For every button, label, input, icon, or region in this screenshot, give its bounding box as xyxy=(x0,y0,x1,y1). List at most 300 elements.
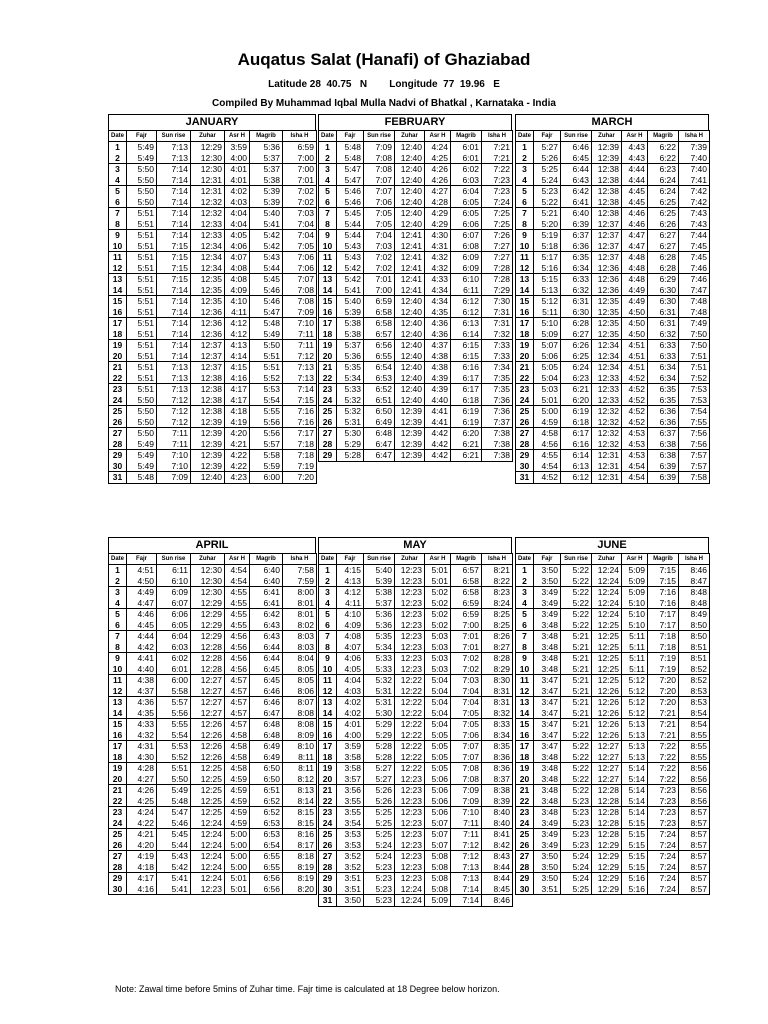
time-cell: 12:24 xyxy=(592,565,622,576)
time-cell: 5:50 xyxy=(250,340,283,351)
date-cell: 12 xyxy=(516,263,534,274)
time-cell: 5:12 xyxy=(534,296,561,307)
time-cell: 6:03 xyxy=(451,175,482,186)
date-cell: 25 xyxy=(109,829,127,840)
time-cell: 12:24 xyxy=(592,609,622,620)
time-cell: 7:24 xyxy=(648,884,679,895)
time-cell: 12:28 xyxy=(592,829,622,840)
time-cell: 12:23 xyxy=(395,840,425,851)
time-cell: 12:25 xyxy=(592,675,622,686)
time-cell: 7:27 xyxy=(482,241,513,252)
time-cell: 7:05 xyxy=(451,708,482,719)
time-cell: 5:51 xyxy=(127,329,157,340)
time-cell: 5:48 xyxy=(127,472,157,484)
table-row xyxy=(109,285,317,296)
date-cell: 31 xyxy=(109,472,127,484)
table-row xyxy=(516,329,710,340)
table-row xyxy=(109,461,317,472)
time-cell: 5:57 xyxy=(250,439,283,450)
time-cell: 8:32 xyxy=(482,708,513,719)
time-cell: 5:23 xyxy=(561,840,592,851)
time-cell: 5:22 xyxy=(561,774,592,785)
date-cell: 12 xyxy=(319,263,337,274)
time-cell: 12:23 xyxy=(395,587,425,598)
time-cell: 7:02 xyxy=(451,664,482,675)
date-cell: 31 xyxy=(319,895,337,907)
time-cell: 7:13 xyxy=(451,873,482,884)
time-cell: 7:37 xyxy=(482,417,513,428)
date-cell: 15 xyxy=(319,719,337,730)
time-cell: 6:05 xyxy=(157,620,191,631)
time-cell: 5:41 xyxy=(337,285,364,296)
date-cell: 22 xyxy=(319,796,337,807)
date-cell: 23 xyxy=(109,384,127,395)
time-cell: 5:07 xyxy=(425,840,451,851)
time-cell: 5:58 xyxy=(250,450,283,461)
time-cell: 12:38 xyxy=(592,197,622,208)
time-cell: 7:14 xyxy=(157,296,191,307)
time-cell: 5:51 xyxy=(127,285,157,296)
column-header: Fajr xyxy=(337,131,364,142)
time-cell: 8:05 xyxy=(283,675,317,686)
date-cell: 5 xyxy=(516,186,534,197)
time-cell: 7:21 xyxy=(482,153,513,164)
time-cell: 5:49 xyxy=(127,439,157,450)
time-cell: 4:46 xyxy=(622,208,648,219)
time-cell: 3:48 xyxy=(534,763,561,774)
column-header-row xyxy=(516,554,710,565)
date-cell: 13 xyxy=(109,697,127,708)
time-cell: 4:52 xyxy=(622,417,648,428)
time-cell: 5:49 xyxy=(157,785,191,796)
time-cell: 4:56 xyxy=(534,439,561,450)
time-cell: 7:07 xyxy=(283,274,317,285)
time-cell: 7:40 xyxy=(679,164,710,175)
column-header: Date xyxy=(109,554,127,565)
time-cell: 4:38 xyxy=(425,351,451,362)
time-cell: 4:07 xyxy=(337,642,364,653)
time-cell: 6:10 xyxy=(157,576,191,587)
time-cell: 5:37 xyxy=(364,598,395,609)
time-cell: 4:58 xyxy=(225,763,250,774)
time-cell: 6:24 xyxy=(561,362,592,373)
time-cell: 4:19 xyxy=(127,851,157,862)
time-cell: 8:03 xyxy=(283,642,317,653)
time-cell: 5:54 xyxy=(157,730,191,741)
time-cell: 8:14 xyxy=(283,796,317,807)
time-cell: 6:40 xyxy=(561,208,592,219)
time-cell: 5:01 xyxy=(225,873,250,884)
date-cell: 30 xyxy=(109,884,127,895)
time-cell: 3:47 xyxy=(534,730,561,741)
time-cell: 5:34 xyxy=(364,642,395,653)
time-cell: 6:15 xyxy=(451,340,482,351)
time-cell: 7:53 xyxy=(679,384,710,395)
time-cell: 4:50 xyxy=(622,318,648,329)
time-cell: 5:45 xyxy=(157,829,191,840)
time-cell: 5:24 xyxy=(561,862,592,873)
time-cell: 5:31 xyxy=(337,417,364,428)
time-cell: 5:13 xyxy=(622,719,648,730)
time-cell: 7:58 xyxy=(679,472,710,484)
date-cell: 14 xyxy=(516,285,534,296)
time-cell: 7:23 xyxy=(648,818,679,829)
table-row xyxy=(516,439,710,450)
time-cell: 8:01 xyxy=(283,609,317,620)
time-cell: 3:48 xyxy=(534,796,561,807)
time-cell: 12:39 xyxy=(191,450,225,461)
time-cell: 7:08 xyxy=(283,285,317,296)
time-cell: 8:45 xyxy=(482,884,513,895)
time-cell: 7:12 xyxy=(451,840,482,851)
time-cell: 5:14 xyxy=(622,807,648,818)
date-cell: 21 xyxy=(109,785,127,796)
date-cell: 20 xyxy=(109,351,127,362)
time-cell: 5:07 xyxy=(534,340,561,351)
time-cell: 7:52 xyxy=(679,373,710,384)
time-cell: 12:33 xyxy=(592,395,622,406)
time-cell: 8:51 xyxy=(679,653,710,664)
time-cell: 8:10 xyxy=(283,741,317,752)
time-cell: 7:05 xyxy=(364,208,395,219)
date-cell: 6 xyxy=(109,197,127,208)
time-cell: 6:39 xyxy=(648,472,679,484)
date-cell: 26 xyxy=(109,840,127,851)
table-row xyxy=(319,631,513,642)
time-cell: 6:46 xyxy=(250,686,283,697)
time-cell: 5:50 xyxy=(127,186,157,197)
time-cell: 6:49 xyxy=(250,752,283,763)
time-cell: 4:51 xyxy=(622,362,648,373)
date-cell: 4 xyxy=(516,175,534,186)
date-cell: 25 xyxy=(319,829,337,840)
time-cell: 5:57 xyxy=(157,697,191,708)
time-cell: 8:23 xyxy=(482,587,513,598)
time-cell: 4:04 xyxy=(225,208,250,219)
time-cell: 12:25 xyxy=(191,774,225,785)
date-cell: 23 xyxy=(109,807,127,818)
date-cell: 3 xyxy=(516,164,534,175)
time-cell: 4:58 xyxy=(225,741,250,752)
date-cell: 7 xyxy=(516,208,534,219)
time-cell: 6:12 xyxy=(451,296,482,307)
time-cell: 8:06 xyxy=(283,686,317,697)
time-cell: 12:40 xyxy=(395,153,425,164)
time-cell: 6:01 xyxy=(157,664,191,675)
time-cell: 5:21 xyxy=(561,664,592,675)
time-cell: 5:25 xyxy=(534,164,561,175)
date-cell: 18 xyxy=(516,329,534,340)
time-cell: 3:47 xyxy=(534,697,561,708)
time-cell: 12:26 xyxy=(191,730,225,741)
time-cell: 4:31 xyxy=(127,741,157,752)
time-cell: 8:21 xyxy=(482,565,513,576)
time-cell: 6:21 xyxy=(451,439,482,450)
time-cell: 5:46 xyxy=(157,818,191,829)
time-cell: 12:40 xyxy=(395,197,425,208)
time-cell: 8:57 xyxy=(679,807,710,818)
time-cell: 5:45 xyxy=(250,274,283,285)
time-cell: 7:41 xyxy=(679,175,710,186)
time-cell: 4:47 xyxy=(127,598,157,609)
time-cell: 12:28 xyxy=(592,818,622,829)
date-cell: 28 xyxy=(319,862,337,873)
time-cell: 7:06 xyxy=(283,252,317,263)
time-cell: 6:36 xyxy=(648,406,679,417)
time-cell: 8:05 xyxy=(283,664,317,675)
time-cell: 6:34 xyxy=(561,263,592,274)
date-cell: 24 xyxy=(109,818,127,829)
time-cell: 7:13 xyxy=(157,153,191,164)
time-cell: 7:31 xyxy=(482,307,513,318)
time-cell: 5:09 xyxy=(622,587,648,598)
time-cell: 12:23 xyxy=(395,873,425,884)
time-cell: 4:08 xyxy=(225,274,250,285)
time-cell: 5:42 xyxy=(337,263,364,274)
prayer-times-table xyxy=(108,553,317,895)
time-cell: 4:59 xyxy=(225,818,250,829)
date-cell: 25 xyxy=(319,406,337,417)
time-cell: 7:14 xyxy=(451,884,482,895)
time-cell: 8:48 xyxy=(679,598,710,609)
time-cell: 7:10 xyxy=(157,450,191,461)
time-cell: 7:27 xyxy=(482,252,513,263)
date-cell: 2 xyxy=(319,576,337,587)
time-cell: 4:33 xyxy=(127,719,157,730)
time-cell: 5:23 xyxy=(561,807,592,818)
time-cell: 4:41 xyxy=(425,406,451,417)
table-row xyxy=(109,373,317,384)
time-cell: 6:37 xyxy=(648,428,679,439)
time-cell: 12:23 xyxy=(395,609,425,620)
date-cell: 18 xyxy=(109,752,127,763)
time-cell: 3:48 xyxy=(534,631,561,642)
time-cell: 7:14 xyxy=(157,318,191,329)
time-cell: 7:24 xyxy=(482,197,513,208)
time-cell: 5:21 xyxy=(534,208,561,219)
time-cell: 5:04 xyxy=(425,675,451,686)
column-header: Asr H xyxy=(622,131,648,142)
time-cell: 5:04 xyxy=(425,708,451,719)
time-cell: 6:35 xyxy=(561,252,592,263)
table-row xyxy=(109,730,317,741)
time-cell: 5:05 xyxy=(425,741,451,752)
time-cell: 4:43 xyxy=(622,142,648,153)
date-cell: 30 xyxy=(516,884,534,895)
column-header: Isha H xyxy=(283,131,317,142)
time-cell: 12:39 xyxy=(191,439,225,450)
date-cell: 28 xyxy=(109,439,127,450)
time-cell: 5:00 xyxy=(225,862,250,873)
time-cell: 7:18 xyxy=(648,631,679,642)
time-cell: 12:25 xyxy=(592,631,622,642)
time-cell: 4:44 xyxy=(622,164,648,175)
time-cell: 6:09 xyxy=(451,263,482,274)
date-cell: 10 xyxy=(109,241,127,252)
time-cell: 12:37 xyxy=(592,219,622,230)
time-cell: 12:34 xyxy=(191,252,225,263)
time-cell: 7:06 xyxy=(283,263,317,274)
time-cell: 8:16 xyxy=(283,829,317,840)
date-cell: 19 xyxy=(109,763,127,774)
time-cell: 7:17 xyxy=(283,428,317,439)
time-cell: 12:23 xyxy=(395,642,425,653)
time-cell: 5:00 xyxy=(534,406,561,417)
time-cell: 12:26 xyxy=(191,752,225,763)
table-row xyxy=(516,219,710,230)
date-cell: 12 xyxy=(319,686,337,697)
time-cell: 5:23 xyxy=(561,829,592,840)
time-cell: 5:23 xyxy=(561,796,592,807)
time-cell: 12:25 xyxy=(592,653,622,664)
time-cell: 8:08 xyxy=(283,719,317,730)
table-row xyxy=(516,752,710,763)
date-cell: 22 xyxy=(516,796,534,807)
time-cell: 3:50 xyxy=(534,862,561,873)
time-cell: 12:23 xyxy=(395,862,425,873)
time-cell: 5:22 xyxy=(561,730,592,741)
time-cell: 4:03 xyxy=(225,197,250,208)
date-cell: 11 xyxy=(516,675,534,686)
time-cell: 5:50 xyxy=(157,774,191,785)
table-row xyxy=(516,241,710,252)
time-cell: 4:02 xyxy=(225,186,250,197)
time-cell: 5:44 xyxy=(250,263,283,274)
time-cell: 7:00 xyxy=(364,285,395,296)
time-cell: 7:38 xyxy=(482,439,513,450)
table-row xyxy=(516,686,710,697)
time-cell: 7:20 xyxy=(648,686,679,697)
date-cell: 1 xyxy=(516,142,534,153)
time-cell: 3:59 xyxy=(225,142,250,153)
time-cell: 7:09 xyxy=(364,142,395,153)
month-table-april xyxy=(108,537,316,895)
time-cell: 4:22 xyxy=(225,461,250,472)
time-cell: 4:55 xyxy=(534,450,561,461)
column-header: Magrib xyxy=(250,554,283,565)
date-cell: 20 xyxy=(516,351,534,362)
time-cell: 7:36 xyxy=(482,395,513,406)
table-row xyxy=(109,428,317,439)
date-cell: 10 xyxy=(319,241,337,252)
time-cell: 6:18 xyxy=(561,417,592,428)
time-cell: 5:27 xyxy=(534,142,561,153)
time-cell: 7:07 xyxy=(451,752,482,763)
time-cell: 5:55 xyxy=(250,406,283,417)
time-cell: 7:25 xyxy=(482,219,513,230)
time-cell: 5:03 xyxy=(425,653,451,664)
time-cell: 12:36 xyxy=(592,263,622,274)
table-row xyxy=(516,153,710,164)
time-cell: 7:20 xyxy=(648,697,679,708)
date-cell: 27 xyxy=(109,428,127,439)
time-cell: 6:58 xyxy=(364,307,395,318)
time-cell: 7:07 xyxy=(364,175,395,186)
date-cell: 5 xyxy=(109,186,127,197)
time-cell: 6:02 xyxy=(157,653,191,664)
table-row xyxy=(319,862,513,873)
time-cell: 12:31 xyxy=(592,472,622,484)
table-row xyxy=(319,417,513,428)
date-cell: 12 xyxy=(109,686,127,697)
time-cell: 7:45 xyxy=(679,241,710,252)
time-cell: 6:11 xyxy=(157,565,191,576)
time-cell: 4:56 xyxy=(225,653,250,664)
time-cell: 5:43 xyxy=(337,252,364,263)
time-cell: 12:35 xyxy=(592,296,622,307)
time-cell: 7:01 xyxy=(364,274,395,285)
time-cell: 4:10 xyxy=(337,609,364,620)
date-cell: 6 xyxy=(319,620,337,631)
time-cell: 7:10 xyxy=(283,318,317,329)
time-cell: 12:25 xyxy=(191,763,225,774)
time-cell: 12:41 xyxy=(395,274,425,285)
time-cell: 12:35 xyxy=(191,296,225,307)
time-cell: 7:12 xyxy=(157,406,191,417)
time-cell: 5:52 xyxy=(250,373,283,384)
prayer-times-table xyxy=(515,130,710,484)
date-cell: 6 xyxy=(109,620,127,631)
time-cell: 4:13 xyxy=(225,340,250,351)
time-cell: 7:14 xyxy=(451,895,482,907)
time-cell: 12:39 xyxy=(592,153,622,164)
time-cell: 7:45 xyxy=(679,252,710,263)
time-cell: 4:48 xyxy=(622,274,648,285)
time-cell: 5:37 xyxy=(337,340,364,351)
date-cell: 4 xyxy=(319,598,337,609)
time-cell: 5:37 xyxy=(250,164,283,175)
column-header: Isha H xyxy=(283,554,317,565)
time-cell: 5:12 xyxy=(622,697,648,708)
prayer-times-table xyxy=(515,553,710,895)
time-cell: 12:22 xyxy=(395,719,425,730)
time-cell: 12:36 xyxy=(191,307,225,318)
table-row xyxy=(109,186,317,197)
table-row xyxy=(109,763,317,774)
time-cell: 5:42 xyxy=(157,862,191,873)
time-cell: 7:51 xyxy=(679,362,710,373)
date-cell: 14 xyxy=(109,708,127,719)
date-cell: 7 xyxy=(109,631,127,642)
time-cell: 7:02 xyxy=(283,197,317,208)
date-cell: 9 xyxy=(109,653,127,664)
time-cell: 12:22 xyxy=(395,708,425,719)
time-cell: 4:18 xyxy=(225,406,250,417)
time-cell: 6:11 xyxy=(451,285,482,296)
table-row xyxy=(109,362,317,373)
time-cell: 7:02 xyxy=(364,252,395,263)
date-cell: 18 xyxy=(109,329,127,340)
time-cell: 4:06 xyxy=(225,241,250,252)
month-title: MAY xyxy=(318,537,512,553)
time-cell: 12:34 xyxy=(191,263,225,274)
table-row xyxy=(109,840,317,851)
time-cell: 12:38 xyxy=(592,175,622,186)
date-cell: 1 xyxy=(109,142,127,153)
time-cell: 6:58 xyxy=(451,587,482,598)
column-header: Fajr xyxy=(534,554,561,565)
time-cell: 3:54 xyxy=(337,818,364,829)
date-cell: 17 xyxy=(319,741,337,752)
time-cell: 8:57 xyxy=(679,851,710,862)
time-cell: 5:51 xyxy=(127,263,157,274)
date-cell: 10 xyxy=(516,241,534,252)
time-cell: 6:14 xyxy=(561,450,592,461)
time-cell: 6:53 xyxy=(250,818,283,829)
time-cell: 4:01 xyxy=(337,719,364,730)
time-cell: 7:12 xyxy=(157,417,191,428)
table-row xyxy=(319,840,513,851)
